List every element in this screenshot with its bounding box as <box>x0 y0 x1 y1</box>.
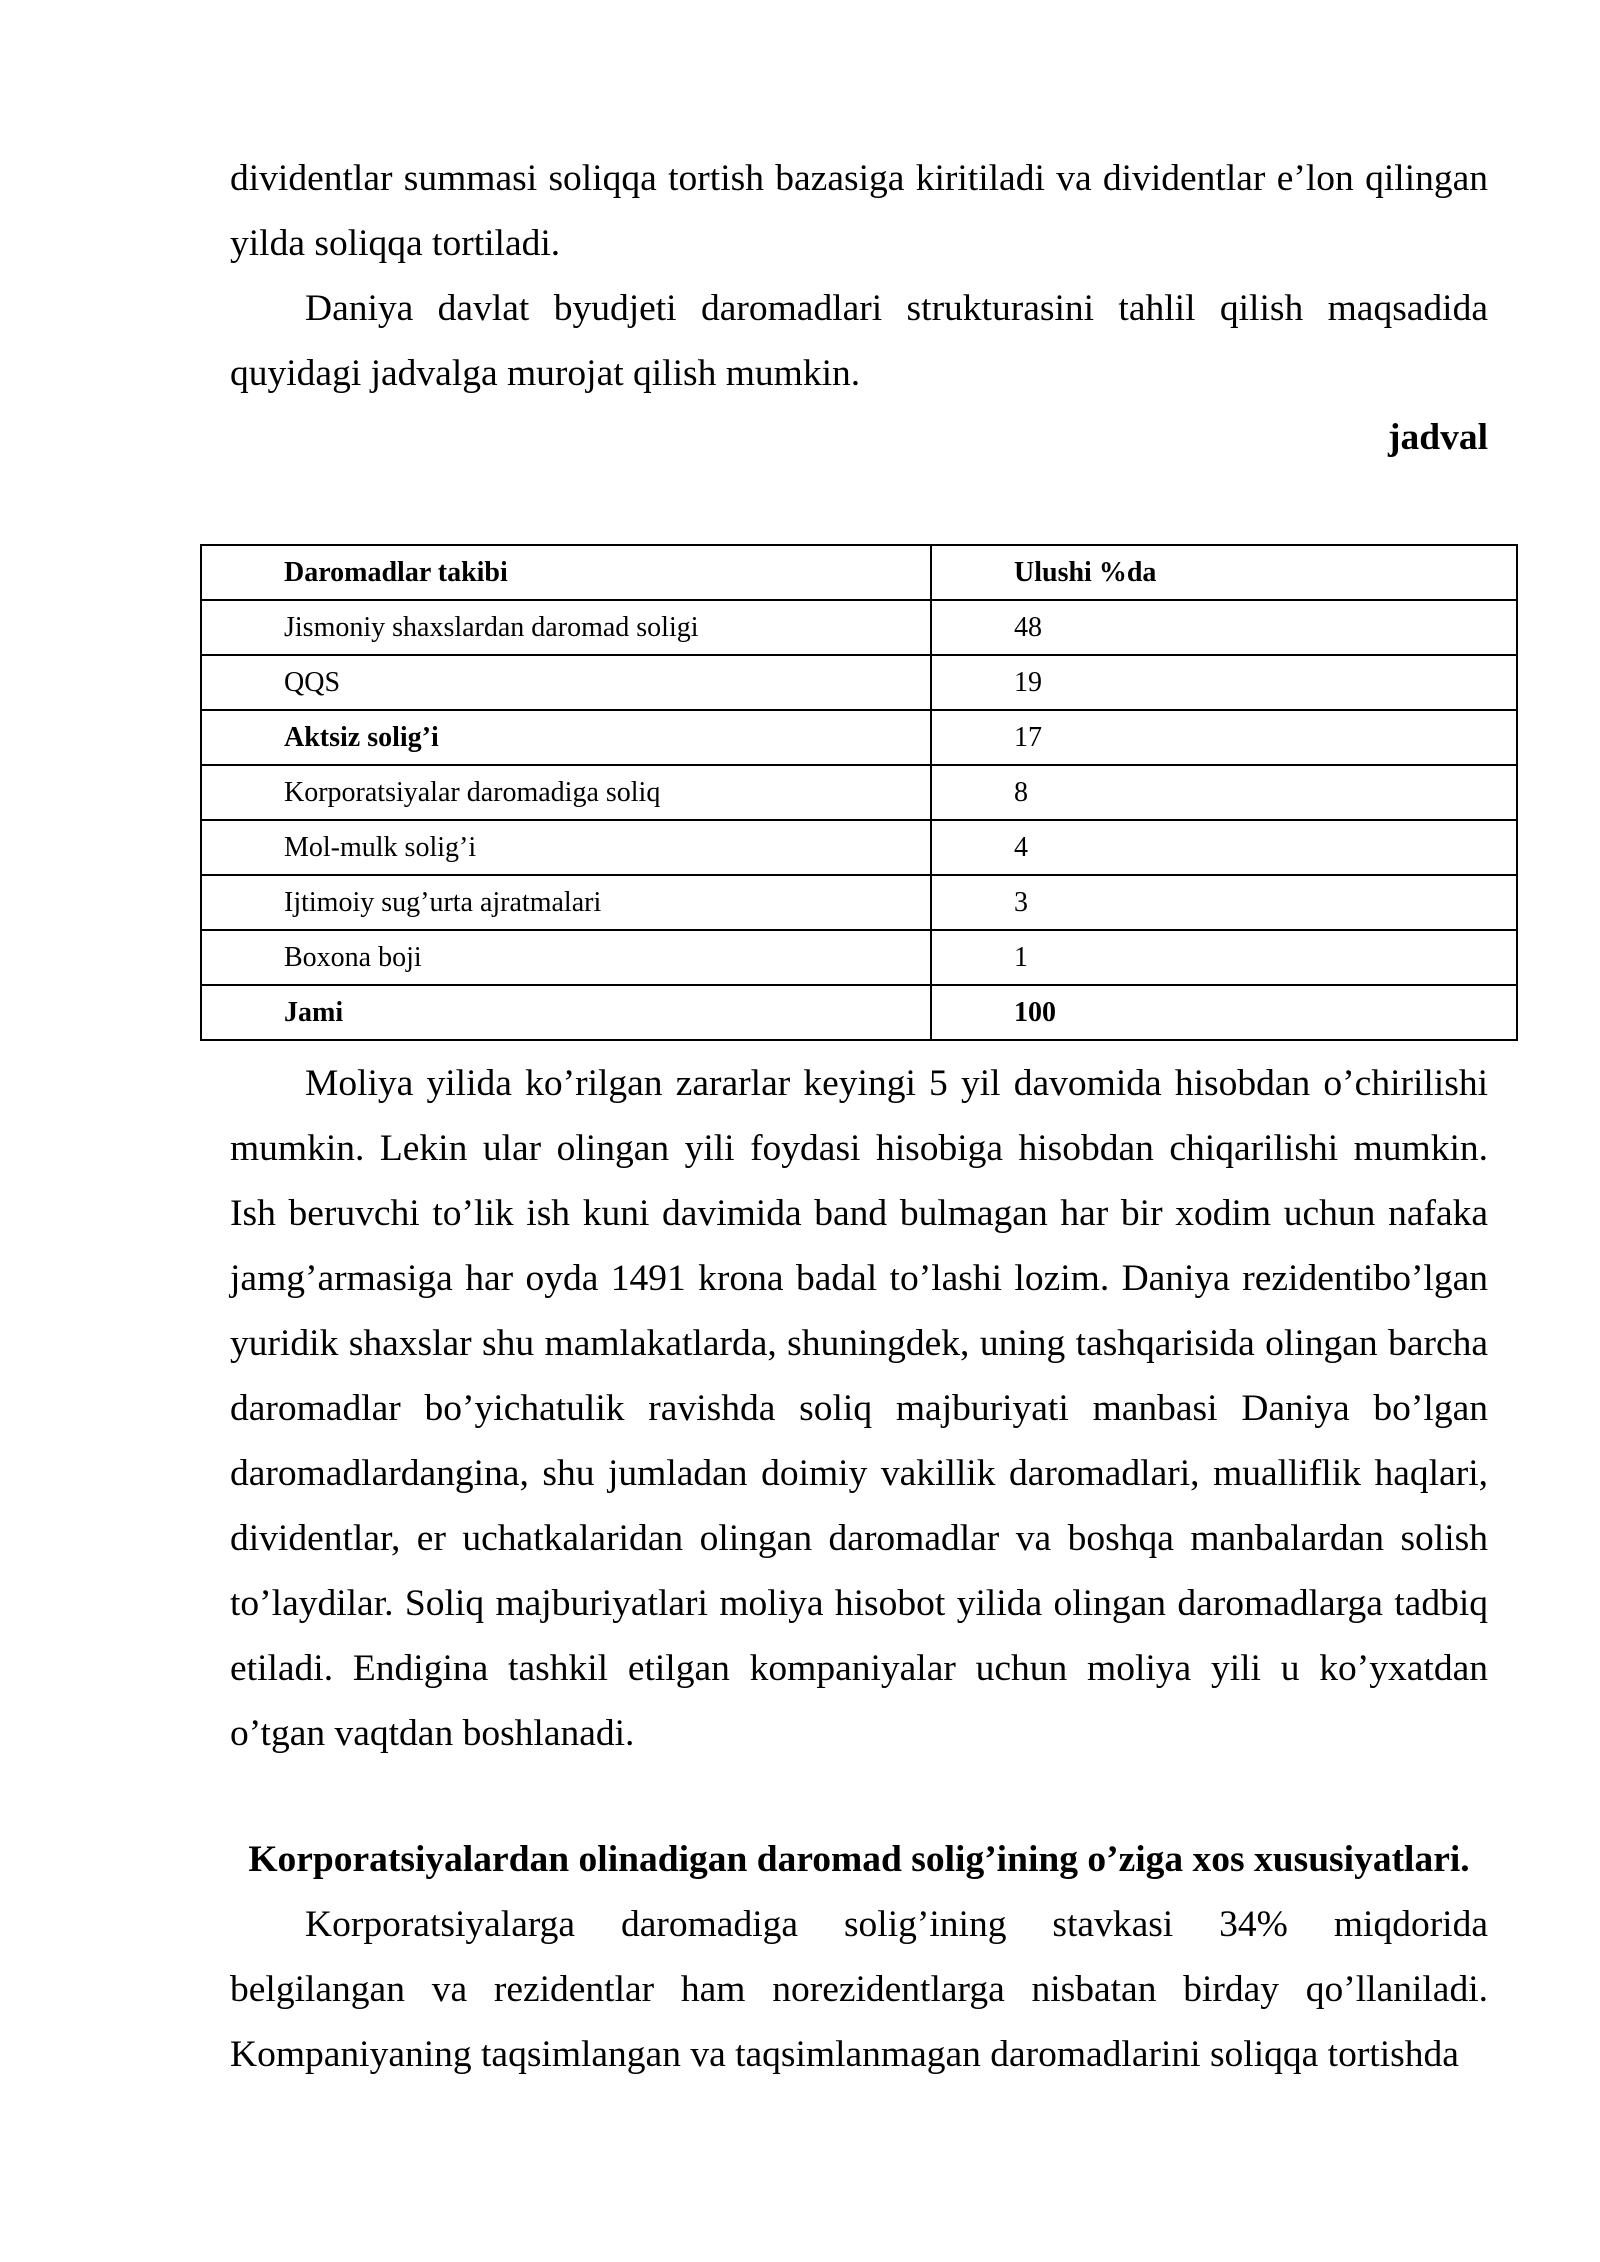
paragraph-corporate-tax-rate: Korporatsiyalarga daromadiga solig’ining stavkasi 34% miqdorida belgilangan va rezidentlar ham norezidentlarga nisbatan birday qo’llaniladi. Kompaniyaning taqsimlangan va taqsimlanmagan daromadlarini soliqqa tortishda <box>230 1904 1488 2075</box>
total-label: Jami <box>201 985 931 1040</box>
section-heading: Korporatsiyalardan olinadigan daromad solig’ining o’ziga xos xususiyatlari. <box>248 1839 1470 1880</box>
revenue-structure-table <box>200 544 1518 1041</box>
table-label: jadval <box>1387 417 1488 458</box>
table-total-row <box>201 985 1517 1040</box>
table-row <box>201 710 1517 765</box>
paragraph-dividends: dividentlar summasi soliqqa tortish bazasiga kiritiladi va dividentlar e’lon qilingan yilda soliqqa tortiladi. <box>230 158 1488 264</box>
table-row <box>201 875 1517 930</box>
row-value: 8 <box>931 765 1517 820</box>
table-row <box>201 655 1517 710</box>
row-value: 1 <box>931 930 1517 985</box>
row-label: Jismoniy shaxslardan daromad soligi <box>201 600 931 655</box>
table-header-row <box>201 545 1517 600</box>
row-label: Ijtimoiy sug’urta ajratmalari <box>201 875 931 930</box>
row-value: 17 <box>931 710 1517 765</box>
row-label: Aktsiz solig’i <box>201 710 931 765</box>
total-value: 100 <box>931 985 1517 1040</box>
table-row <box>201 765 1517 820</box>
row-label: Mol-mulk solig’i <box>201 820 931 875</box>
row-value: 3 <box>931 875 1517 930</box>
row-label: QQS <box>201 655 931 710</box>
paragraph-losses-and-residents: Moliya yilida ko’rilgan zararlar keyingi 5 yil davomida hisobdan o’chirilishi mumkin. Lekin ular olingan yili foydasi hisobiga hisobdan chiqarilishi mumkin. Ish beruvchi to’lik ish kuni davimida band bulmagan har bir xodim uchun nafaka jamg’armasiga har oyda 1491 krona badal to’lashi lozim. Daniya rezidentibo’lgan yuridik shaxslar shu mamlakatlarda, shuningdek, uning tashqarisida olingan barcha daromadlar bo’yichatulik ravishda soliq majburiyati manbasi Daniya bo’lgan daromadlardangina, shu jumladan doimiy vakillik daromadlari, mualliflik haqlari, dividentlar, er uchatkalaridan olingan daromadlar va boshqa manbalardan solish to’laydilar. Soliq majburiyatlari moliya hisobot yilida olingan daromadlarga tadbiq etiladi. Endigina tashkil etilgan kompaniyalar uchun moliya yili u ko’yxatdan o’tgan vaqtdan boshlanadi. <box>230 1063 1488 1754</box>
header-cell-revenue-type: Daromadlar takibi <box>201 545 931 600</box>
header-cell-share: Ulushi %da <box>931 545 1517 600</box>
row-value: 48 <box>931 600 1517 655</box>
table-row <box>201 930 1517 985</box>
paragraph-intro-table: Daniya davlat byudjeti daromadlari strukturasini tahlil qilish maqsadida quyidagi jadvalga murojat qilish mumkin. <box>230 288 1488 394</box>
row-value: 19 <box>931 655 1517 710</box>
table-row <box>201 600 1517 655</box>
row-value: 4 <box>931 820 1517 875</box>
row-label: Boxona boji <box>201 930 931 985</box>
table-row <box>201 820 1517 875</box>
row-label: Korporatsiyalar daromadiga soliq <box>201 765 931 820</box>
